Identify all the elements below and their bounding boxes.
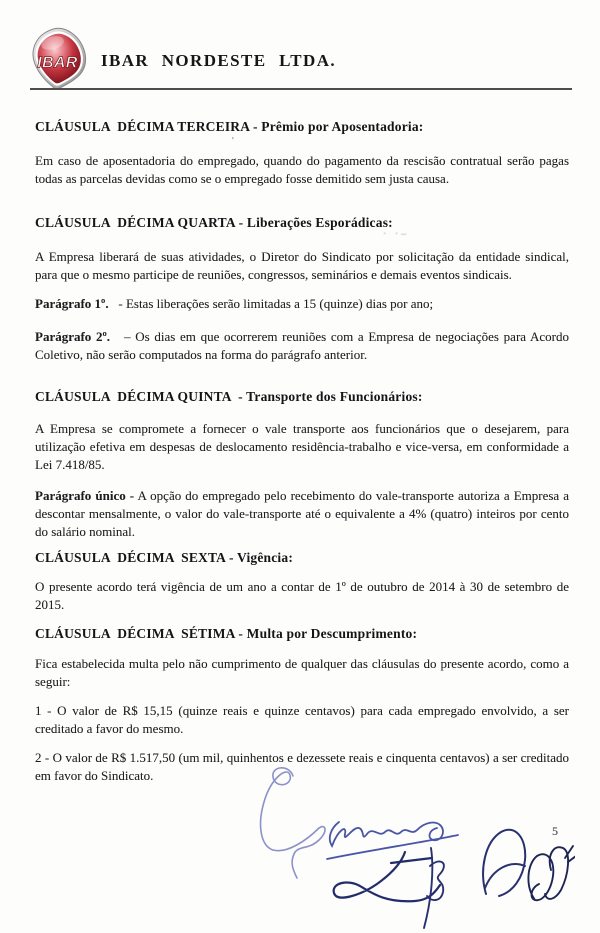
clause-15-heading: CLÁUSULA DÉCIMA QUINTA - Transporte dos Funcionários: <box>35 389 423 404</box>
paragraph-unique-label: Parágrafo único - <box>35 488 135 503</box>
clause-17-item-1: 1 - O valor de R$ 15,15 (quinze reais e quinze centavos) para cada empregado envolvido, a ser creditado a favor do mesmo. <box>35 703 573 736</box>
paragraph-1-label: Parágrafo 1º. <box>35 296 109 311</box>
clause-14-paragraph-2 <box>35 328 573 364</box>
clause-16-heading: CLÁUSULA DÉCIMA SEXTA - Vigência: <box>35 550 294 565</box>
clause-13-body: Em caso de aposentadoria do empregado, quando do pagamento da rescisão contratual serão pagas todas as parcelas devidas como se o empregado fosse demitido sem justa causa. <box>35 153 573 186</box>
signatures-area <box>235 762 575 932</box>
clause-15-paragraph-unique <box>35 487 573 541</box>
clause-14-heading: CLÁUSULA DÉCIMA QUARTA - Liberações Esporádicas: <box>35 215 393 230</box>
clause-16-body: O presente acordo terá vigência de um ano a contar de 1º de outubro de 2014 à 30 de setembro de 2015. <box>35 579 573 612</box>
logo-text: IBAR <box>37 54 78 72</box>
scan-mark-smudge: · ·– <box>383 229 410 240</box>
clause-17-heading: CLÁUSULA DÉCIMA SÉTIMA - Multa por Descumprimento: <box>35 626 418 641</box>
signature-dome-mark <box>483 830 525 896</box>
clause-13-heading: CLÁUSULA DÉCIMA TERCEIRA - Prêmio por Aposentadoria: <box>35 119 424 134</box>
scan-mark-dot: ' <box>232 136 234 147</box>
company-name: IBAR NORDESTE LTDA. <box>101 51 337 70</box>
paragraph-2-text: – Os dias em que ocorrerem reuniões com a Empresa de negociações para Acordo Coletivo, não serão computados na forma do parágrafo anterior. <box>35 329 573 362</box>
clause-14-body: A Empresa liberará de suas atividades, o Diretor do Sindicato por solicitação da entidade sindical, para que o mesmo participe de reuniões, congressos, seminários e demais eventos sindicais. <box>35 249 573 282</box>
signature-double-loop <box>528 846 575 900</box>
page-number: 5 <box>552 824 558 838</box>
clause-17-body: Fica estabelecida multa pelo não cumprimento de qualquer das cláusulas do presente acordo, como a seguir: <box>35 656 573 689</box>
clause-14-paragraph-1 <box>35 295 569 313</box>
clause-17-item-2: 2 - O valor de R$ 1.517,50 (um mil, quinhentos e dezessete reais e cinquenta centavos) a ser creditado em favor do Sindicato. <box>35 750 573 783</box>
paragraph-1-text: - Estas liberações serão limitadas a 15 (quinze) dias por ano; <box>108 296 434 311</box>
signature-dark-flourish <box>334 852 440 901</box>
signatures-svg <box>235 762 575 932</box>
clause-15-body: A Empresa se compromete a fornecer o vale transporte aos funcionários que o desejarem, para utilização efetiva em despesas de deslocamento residência-trabalho e vice-versa, em conformidade a Lei 7.418/85. <box>35 421 573 472</box>
document-content <box>35 0 573 785</box>
signature-left-loop <box>261 768 325 878</box>
signature-b-mark <box>424 848 444 928</box>
paragraph-2-label: Parágrafo 2º. <box>35 329 111 344</box>
signature-middle-scrawl <box>327 822 458 859</box>
paragraph-unique-text: A opção do empregado pelo recebimento do vale-transporte autoriza a Empresa a descontar mensalmente, o valor do vale-transporte até o equivalente a 4% (quatro) inteiros por cento do salário nominal. <box>35 488 573 539</box>
